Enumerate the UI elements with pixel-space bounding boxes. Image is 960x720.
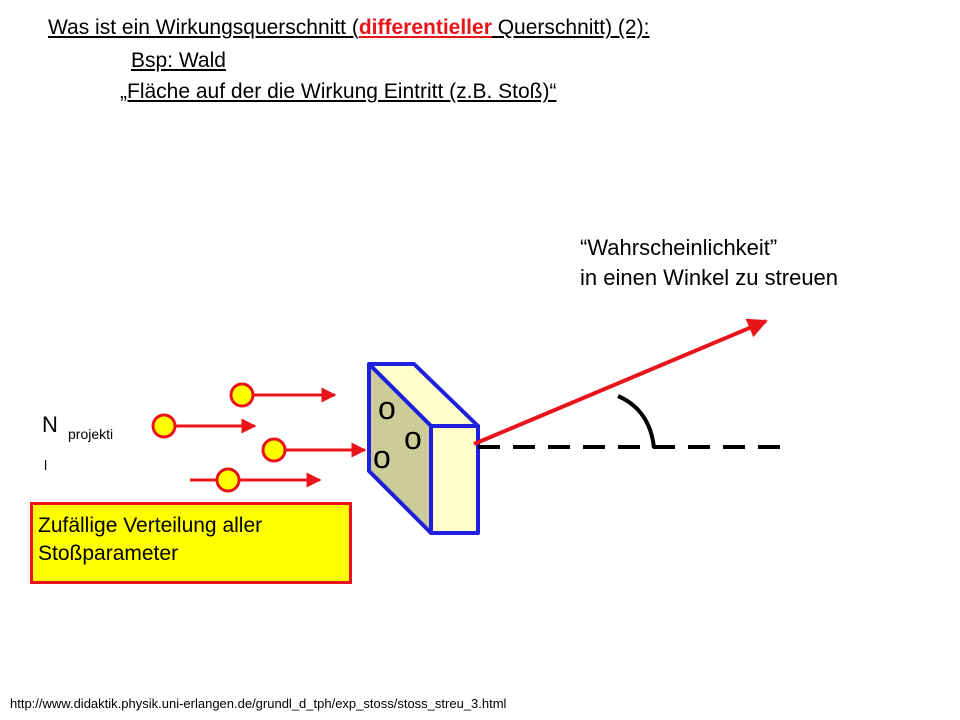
target-front-face (431, 426, 478, 533)
incoming-projectiles (153, 384, 365, 491)
projectile-particle (153, 415, 175, 437)
n-projectile-subscript: projekti (68, 426, 114, 442)
projectile-particle (217, 469, 239, 491)
probability-label-line2: in einen Winkel zu streuen (580, 265, 839, 290)
n-projectile-subscript-overflow: l (44, 457, 48, 473)
projectile-particle (231, 384, 253, 406)
n-projectile-symbol: N (42, 412, 58, 437)
probability-label (580, 233, 838, 293)
title-highlight: differentieller (358, 16, 492, 39)
target-scatter-center: o (373, 439, 391, 475)
scattered-arrow (474, 321, 766, 444)
definition-line: „Fläche auf der die Wirkung Eintritt (z.B. Stoß)“ (120, 80, 557, 103)
title-prefix: Was ist ein Wirkungsquerschnitt ( (48, 16, 359, 39)
probability-label-line1: “Wahrscheinlichkeit” (580, 235, 778, 260)
projectile-particle (263, 439, 285, 461)
scattering-angle-arc (618, 396, 654, 448)
target-scatter-center: o (404, 420, 422, 456)
target-scatter-center: o (378, 390, 396, 426)
callout-text: Zufällige Verteilung aller Stoßparameter (38, 514, 263, 565)
title-suffix: Querschnitt) (2): (491, 16, 650, 39)
example-line: Bsp: Wald (131, 49, 226, 72)
impact-parameter-callout (30, 502, 352, 584)
source-url[interactable]: http://www.didaktik.physik.uni-erlangen.de/grundl_d_tph/exp_stoss/stoss_streu_3.html (10, 696, 507, 711)
